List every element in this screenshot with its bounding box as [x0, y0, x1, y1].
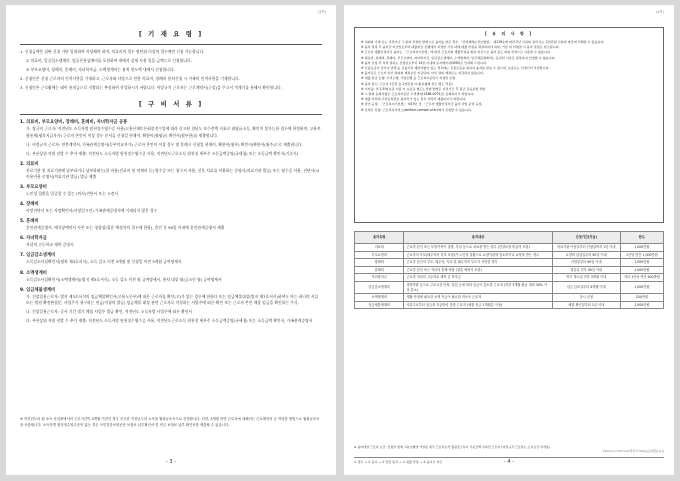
table-header: 융자유형 — [355, 232, 404, 244]
table-cell-limit: 1,000만원 — [620, 244, 663, 252]
documents-item: 가. 장규직 근로자: 직전년도 소득자별 원천징수영수증 사용(고용산재토론최종전수입에 따라 신고된 경년도 보수총액 지표로 월평균소득, 확인이 불가능한 경우에 한정하며, 고용보험통계(평목지급자가) 근로자 본인이 이상 경우 문서류 신청일 현재이, 확한이(월평균) 확인서(월부한)를 제출합니다. — [26, 126, 321, 138]
table-cell-type: 소액생계비 — [355, 294, 404, 302]
table-row — [355, 266, 664, 274]
notice-line: ※ 융자 한도: 근로자 1인당 총 2천만원 이내(유형별 한도 별도 적용) — [361, 81, 453, 86]
instruction-para: 3. 신청인은 근로활에는 태어 용처금으로 지출되는 추심하여 작성하시기 바랍니다. 이앙규칙 근로자는 근로계약서(근설)을 주고서 적재기를 통해서 확인합니다. — [20, 85, 282, 91]
documents-subhead: 2. 의료비 — [20, 161, 39, 167]
table-cell-period: 요양비 납입일부터 90일 이내 — [552, 251, 620, 259]
notice-line: ※ 관련 규정: 「근로복지기본법」 제19조 및 「근로자 생활안정자금 융자 사업 운영 규정」 — [361, 102, 485, 107]
left-note: ※ 직전년도의 원 소득 사업장에서의 근무기간이 3개월 이전인 경우 신고한 직전년도의 소득을 월평균소득으로 산정합니다. 다만, 3개월 미만 근로자에 대해서는 근로계약서 등 적당한 방법으로 월평균소득을 산출합니다. 소득자별 원천징수영수증이 없는 경우 국민건강보험공단 보험료 납부확인서 및 연금 보험료 납부 확인서를 제출할 수 있습니다. — [20, 417, 320, 427]
table-cell-type: 장례비 — [355, 259, 404, 267]
documents-subhead: 4. 장례비 — [20, 202, 39, 208]
table-cell-type: 자녀학자금 — [355, 274, 404, 282]
page-left — [6, 5, 336, 475]
notice-line: ※ 그 밖의 문의사항은 근로복지공단 고객센터(1588-0075)로 문의하시기 바랍니다. — [361, 92, 475, 97]
table-cell-limit: 1,000만원 — [620, 266, 663, 274]
instruction-para: 2. 신청인은 신청 근로자의 인적사항을 기재하고, 근로자와 사망으로 인한 의료비, 장례비 용처신청 시 가족의 인적사항을 기재합니다. — [20, 76, 240, 82]
table-body — [355, 244, 664, 309]
table-cell-target: 사업주로부터 임금을 지급받지 못한 근로자 (체불 임금 1개월분 이상) — [404, 301, 552, 309]
table-header: 한도 — [620, 232, 663, 244]
table-cell-type: 의료비 — [355, 244, 404, 252]
table-row — [355, 244, 664, 252]
table-cell-period: 학기 개시일 전후 3개월 이내 — [552, 274, 620, 282]
table-cell-type: 임금감소생계비 — [355, 281, 404, 293]
documents-subhead: 5. 혼례비 — [20, 219, 39, 225]
notice-line: ※ 이자율: 연 1.5%(보증 이용 시 보증료 별도), 상환 방법은 거치기간 후 원금 균등분할 상환 — [361, 86, 486, 91]
table-row — [355, 259, 664, 267]
documents-list — [20, 161, 322, 324]
divider — [20, 114, 322, 115]
table-cell-limit: 1,000만원 — [620, 301, 663, 309]
section-title-instructions: [ 기 재 요 령 ] — [138, 30, 204, 38]
table-cell-limit: 1인당 연간 1,000만원 — [620, 251, 663, 259]
table-cell-type: 부모요양비 — [355, 251, 404, 259]
documents-body: 소득감소사실확인서(월차 제3호서식), 소득 감소 이전 3개월 및 신청일 이전 3개월 급여명세서 — [26, 259, 182, 265]
instruction-para: ② 부모요양비, 장례비, 혼례비, 자녀학자금, 소액생계비는 용처 한도액 내에서 신청합니다. — [26, 67, 175, 73]
documents-body: 혼인관계증명서, 예식장예약서 사본 또는 청첩장(결혼 예정자의 경우에 한함), 혼인 후 90일 이내에 혼인관계증명서 제출 — [26, 225, 225, 231]
table-cell-period: 체불 확인일부터 1년 이내 — [552, 301, 620, 309]
table-cell-target: 근로자 본인의 부모, 배우자, 자녀 및 배우자의 부모가 사망한 경우 — [404, 259, 552, 267]
documents-body: 다. 부산상위 직원 선발 수 추가 제출: 직전년도 소득자별 원천징수영수증 사용, 직전년도근로소득 원천징 세부주 소득금액증명(국세청) 또는 소득금액 확인서, 가족관계증명서 — [26, 317, 313, 323]
divider — [20, 44, 322, 45]
notice-line: ※ 융자 신청 후 처리 결과는 신청일로부터 14일 이내에 문자메시지(SMS)로 안내해 드립니다. — [361, 60, 487, 65]
table-header: 신청기간(지급) — [552, 232, 620, 244]
loan-table — [354, 231, 664, 309]
notice-title: [ 유 의 사 항 ] — [484, 31, 534, 36]
documents-body: 소득감소사실확인서(소액생계비)(별지 제3호서식), 소득 감소 직전 월 급여명세서, 용처 대상 월(급소인 월) 급여명세서 — [26, 276, 222, 282]
notice-line: ※ 온라인 신청: 근로복지서비스(welfare.comwel.or.kr)에서 신청할 수 있습니다. — [361, 107, 472, 112]
documents-body: 나. 건설일용근로자: 공사 기간 별기 체불 사업주 발급 확인, 직전년도 소득자별 사업주에 따른 확인서 — [26, 308, 193, 314]
table-cell-target: 근로자의 부모(배우자의 부모 포함)가 노인성 질환으로 요양기관에 입소하거나 요양을 받는 경우 — [404, 251, 552, 259]
notice-line: ※ 근로자 생활안정자금 융자는 「근로복지기본법」에 따른 근로자의 생활안정을 위한 자금으로 융자 용도 외의 목적으로 사용할 수 없습니다. — [361, 50, 551, 55]
section-title-documents: [ 구 비 서 류 ] — [138, 100, 204, 109]
table-cell-limit: 1,000만원 — [620, 259, 663, 267]
table-row — [355, 274, 664, 282]
notice-line: ※ 제출 서류에 주민등록번호 뒷자리가 있는 경우 가려서 제출하시기 바랍니다. — [361, 97, 467, 102]
documents-subhead: 9. 임금체불생계비 — [20, 287, 56, 293]
table-header: 융자대상 — [404, 232, 552, 244]
table-cell-limit: 1,000만원 — [620, 281, 663, 293]
left-body — [20, 29, 322, 327]
table-cell-target: 근로자 본인 또는 자녀의 혼례 비용 (결혼 예정자 포함) — [404, 266, 552, 274]
table-cell-target: 근로자 자녀의 고등학교 재학 중 학자금 — [404, 274, 552, 282]
table-row — [355, 294, 664, 302]
table-cell-target: 생활 안정에 필요한 소액 자금이 필요한 저소득 근로자 — [404, 294, 552, 302]
notice-line: ※ 의료비, 장례비, 혼례비, 부모요양비, 자녀학자금, 임금감소생계비, 소액생계비, 임금체불생계비는 동일한 사유로 중복하여 신청할 수 없습니다. — [361, 55, 556, 60]
documents-subhead: 7. 임금감소생계비 — [20, 253, 56, 259]
table-row — [355, 251, 664, 259]
page-number-left: - 3 - — [166, 459, 176, 465]
page-number-right: - 4 - — [504, 459, 514, 465]
table-cell-period: 사망일부터 90일 이내 — [552, 259, 620, 267]
documents-intro: 1. 의료비, 부모요양비, 장례비, 혼례비, 자녀학자금 공통 — [20, 120, 128, 126]
table-header-row — [355, 232, 664, 244]
documents-body: 사망진단서 또는 사망확인서(사망일시인) 가족관계증명서에 기재되지 않은 경우 — [26, 208, 158, 214]
table-cell-limit: 200만원 — [620, 294, 663, 302]
notice-line: ※ 융자금은 근로자 본인 명의의 계좌로만 지급되며, 타인 명의 계좌로는 지급되지 않습니다. — [361, 71, 484, 76]
documents-subhead: 6. 자녀학자금 — [20, 236, 47, 242]
table-cell-type: 임금체불생계비 — [355, 301, 404, 309]
notice-lines — [361, 40, 657, 113]
table-cell-period: 결혼일 전후 90일 이내 — [552, 266, 620, 274]
documents-body: 진료기관 및 치료기관에 납부하거나 납부하려는(할 비용)진료비 및 약제비 등) 영수증 또는 청구서 사용, 신후 치료를 이용하는 중명서(의료기관 발급) 또는 영수증 사용, 진단서(요 이용비용 중명서(의료기관 발급) 발급 제출 — [26, 167, 320, 179]
page-header-left: (3쪽) — [317, 10, 326, 14]
documents-body: 가. 건설일용근로자: 별지 제3호서식의 임금체불확인서(고용노동부)에 따른 근로자를 확인(고)가 있는 경우에 한한다 또는 임금체불대장(별지 제7호서식)하여도 아는 하나의 서류 또는 법원 확정판결문, 사업주가 청구하는 연금(미청의 발급) 임금체불 대상 관련 근로자로 작성하는 사업주에 따른 확인 또는 근로자 본인 체불 임금을 확인하는 주식. — [26, 293, 319, 305]
documents-body: 자녀의 고등학교 재학 증명서 — [26, 242, 74, 248]
table-cell-limit: 자녀 1인당 연간 500만원 — [620, 274, 663, 282]
table-cell-period: 의료기관 이용일부터 신청일까지 1년 이내 — [552, 244, 620, 252]
documents-subhead: 8. 소액생계비 — [20, 270, 47, 276]
notice-line: ※ 대출 취급 은행: 우리은행, 기업은행 등 근로복지공단이 지정한 은행 — [361, 76, 456, 81]
table-row — [355, 301, 664, 309]
table-cell-type: 혼례비 — [355, 266, 404, 274]
notice-line: ※ 융자 결정 후 융자금 지급일로부터 대출취급 은행에서 지정한 기일 내에 대출 약정을 체결하여야 하며, 기일 내 미체결 시 융자 결정은 취소됩니다. — [361, 45, 560, 50]
page-right — [344, 5, 674, 475]
table-cell-period: 상시 신청 — [552, 294, 620, 302]
process-legend: ① 접수 → ② 심사 → ③ 결정 통지 → ④ 대출 약정 → ⑤ 융자금 지급 — [354, 457, 664, 464]
documents-item: 나. 비정규직 근로자: 연봉계약서, 가족관계증명서(등부미요자가) 근로자 본인이 이상 경우 및 혼례시 신청일 현재이, 확한이(월부) 확인서(확한이(월주)으로 제출합니다. — [26, 141, 303, 147]
notice-box — [354, 27, 664, 223]
loan-table-wrap — [354, 231, 664, 309]
documents-body: 노인성 질환을 입증할 수 있는 (의사)진단서 또는 소견서 — [26, 191, 119, 197]
instruction-para: ① 의료비, 일공입소생계비, 임공본통상계비를 포함하여 내에서 실제 사용 일을 금액으로 신청합니다. — [26, 58, 192, 64]
page-header-right: (4쪽) — [655, 10, 664, 14]
notice-line: ※ 신용등급이 낮거나 연체 등 금융기관 제한사항이 있는 경우에는 신용보증을 통하여 융자를 받을 수 있으며, 보증료는 신청인이 부담합니다. — [361, 66, 550, 71]
instruction-para: 1. 신청금액은 실판 신위 가단 밀내하여 작성해야 하며, 의료비의 경우 원단위 이상의 경우에만 신청 가능합니다. — [20, 49, 205, 54]
notice-line: ※ 허위의 기재 또는 거짓이나 그 밖의 부정한 방법으로 융자를 받은 경우 「산업재해보상보험법」 제128조에 따라 2년 이하의 징역 또는 2천만원 이하의 벌금에 처해질 수 있습니다. — [361, 40, 605, 44]
table-cell-target: 경영악화 등으로 근로시간 단축, 휴업 등에 따라 임금이 감소한 근로자 (직전 3개월 평균 대비 30% 이상 감소) — [404, 281, 552, 293]
table-note: ※ 융자대상 근로자 요건: 신청일 현재 고용보험에 가입된 재직 근로자로서 월평균소득이 기준금액 이하인 근로자 (비정규직 근로자는 소득요건 미적용) — [354, 445, 550, 449]
table-cell-target: 근로자 본인 또는 부양가족이 질병, 부상 등으로 치료를 받는 경우 (건강보험 비급여 포함) — [404, 244, 552, 252]
paper-spec: 210mm×297mm[백상지 80g/㎡(재활용품)] — [602, 449, 664, 453]
table-cell-period: 임금 감소일부터 6개월 이내 — [552, 281, 620, 293]
table-row — [355, 281, 664, 293]
documents-item: 다. 부산상위 직원 선발 수 추가 제출: 직전년도 소득자별 원천징수영수증 사용, 직전년도근로소득 원천징 세부주 소득금액증명(국세청) 또는 소득금액 확인서(기준서) — [26, 150, 299, 156]
documents-subhead: 3. 부모요양비 — [20, 185, 47, 191]
